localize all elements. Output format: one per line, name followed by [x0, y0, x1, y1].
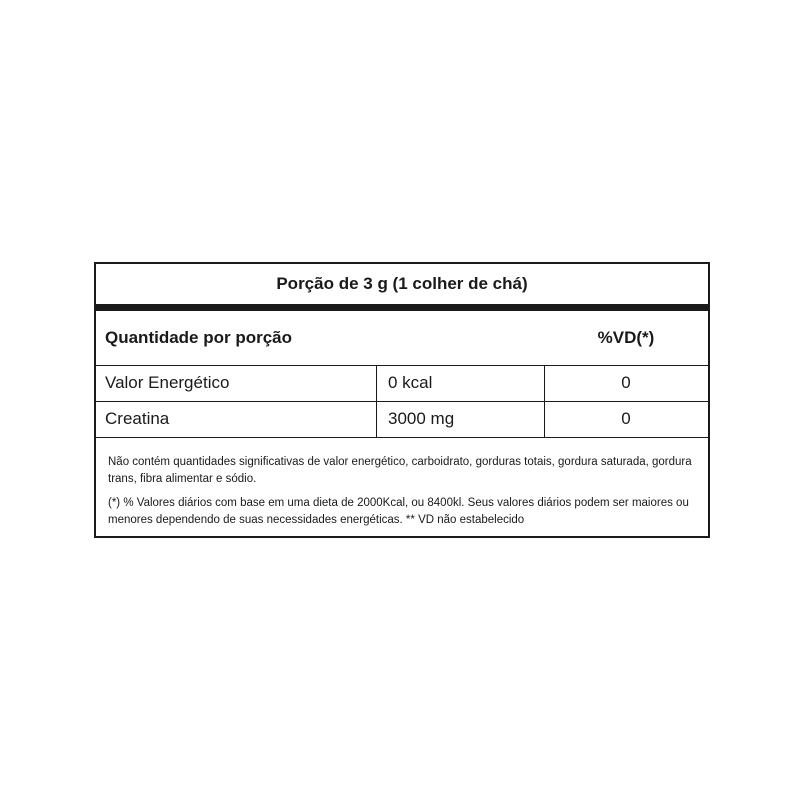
column-divider — [376, 365, 377, 438]
row-name-cell: Creatina — [105, 409, 170, 428]
footnote-text: (*) % Valores diários com base em uma dieta de 2000Kcal, ou 8400kl. Seus valores diários podem ser maiores ou menores dependendo de suas necessidades energéticas. ** VD não estabelecido — [108, 497, 689, 526]
serving-title: Porção de 3 g (1 colher de chá) — [276, 274, 528, 293]
table-header — [96, 311, 708, 365]
row-amount-cell: 3000 mg — [388, 409, 455, 428]
quantity-header: Quantidade por porção — [105, 328, 293, 347]
footnote-text: Não contém quantidades significativas de valor energético, carboidrato, gorduras totais, gordura saturada, gordura trans, fibra alimentar e sódio. — [108, 456, 692, 485]
footnotes — [108, 454, 700, 536]
row-vd-cell: 0 — [621, 373, 631, 392]
nutrition-table — [94, 262, 710, 538]
row-amount-cell: 0 kcal — [388, 373, 433, 392]
row-name-cell: Valor Energético — [105, 373, 230, 392]
vd-header: %VD(*) — [597, 328, 655, 347]
column-divider — [544, 365, 545, 438]
thick-divider — [96, 304, 708, 311]
row-vd-cell: 0 — [621, 409, 631, 428]
divider — [96, 437, 708, 438]
